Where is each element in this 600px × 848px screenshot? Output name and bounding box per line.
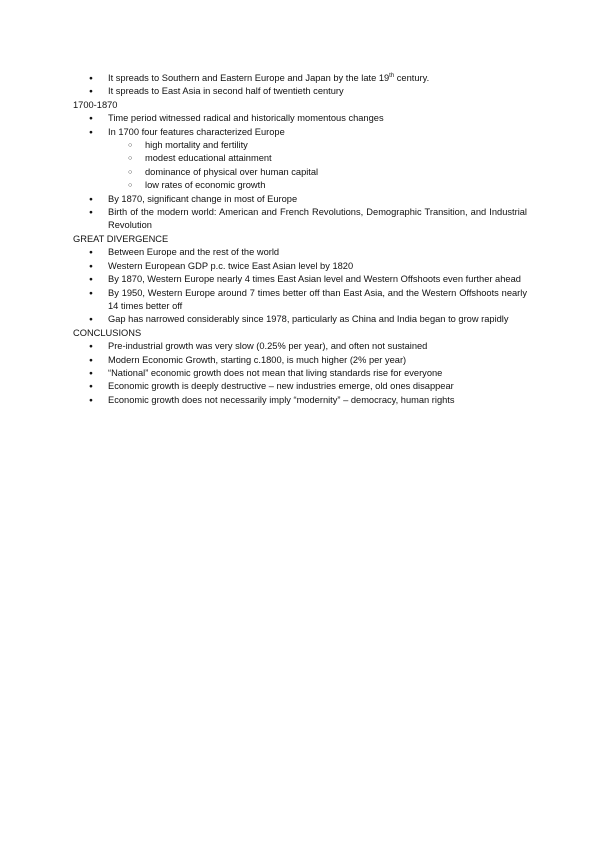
section-heading-period: 1700-1870 bbox=[73, 99, 118, 110]
list-item: ● In 1700 four features characterized Europe bbox=[73, 126, 527, 139]
list-item: ● It spreads to East Asia in second half of twentieth century bbox=[73, 85, 527, 98]
section-heading-conclusions: CONCLUSIONS bbox=[73, 327, 142, 338]
list-item: ● Pre-industrial growth was very slow (0.25% per year), and often not sustained bbox=[73, 340, 527, 353]
section-heading-divergence: GREAT DIVERGENCE bbox=[73, 233, 169, 244]
list-item: ● Gap has narrowed considerably since 1978, particularly as China and India began to grow rapidly bbox=[73, 313, 527, 326]
list-item: ● By 1950, Western Europe around 7 times better off than East Asia, and the Western Offshoots nearly 14 times better off bbox=[73, 287, 527, 314]
sub-list-item: ○ dominance of physical over human capital bbox=[73, 166, 527, 179]
list-item: ● Economic growth is deeply destructive – new industries emerge, old ones disappear bbox=[73, 380, 527, 393]
sub-list-item: ○ low rates of economic growth bbox=[73, 179, 527, 192]
superscript: th bbox=[389, 72, 395, 79]
list-item: ● By 1870, Western Europe nearly 4 times East Asian level and Western Offshoots even further ahead bbox=[73, 273, 527, 286]
list-item bbox=[73, 72, 527, 85]
period-list bbox=[73, 112, 527, 233]
list-item: ● By 1870, significant change in most of Europe bbox=[73, 193, 527, 206]
sub-list-item: ○ modest educational attainment bbox=[73, 152, 527, 165]
sub-list-item: ○ high mortality and fertility bbox=[73, 139, 527, 152]
conclusions-list bbox=[73, 340, 527, 407]
list-item: ● Modern Economic Growth, starting c.1800, is much higher (2% per year) bbox=[73, 354, 527, 367]
list-item: ● Western European GDP p.c. twice East Asian level by 1820 bbox=[73, 260, 527, 273]
list-item: ● “National” economic growth does not mean that living standards rise for everyone bbox=[73, 367, 527, 380]
document-body bbox=[73, 72, 527, 407]
list-item: ● Time period witnessed radical and historically momentous changes bbox=[73, 112, 527, 125]
list-item-text: century. bbox=[394, 73, 430, 83]
list-item: ● Birth of the modern world: American and French Revolutions, Demographic Transition, and Industrial Revolution bbox=[73, 206, 527, 233]
list-item-text: It spreads to Southern and Eastern Europe and Japan by the late 19 bbox=[108, 73, 390, 83]
intro-list bbox=[73, 72, 527, 99]
list-item: ● Between Europe and the rest of the world bbox=[73, 246, 527, 259]
list-item: ● Economic growth does not necessarily imply “modernity” – democracy, human rights bbox=[73, 394, 527, 407]
divergence-list bbox=[73, 246, 527, 326]
